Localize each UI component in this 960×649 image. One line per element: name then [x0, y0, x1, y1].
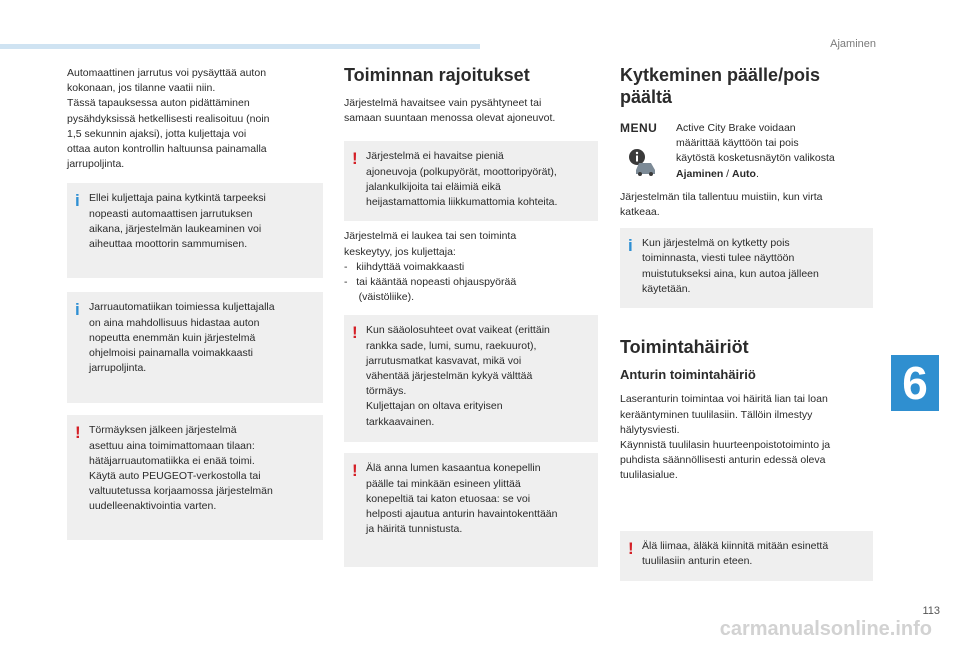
text-line: käytetään. — [642, 282, 691, 295]
column-2 — [344, 64, 598, 567]
text-line: nopeutta enemmän kuin järjestelmä — [89, 331, 256, 344]
column-3 — [620, 64, 873, 581]
section-heading: Toiminnan rajoitukset — [344, 65, 530, 85]
list-item: - kiihdyttää voimakkaasti — [344, 260, 465, 273]
text-line: aikana, järjestelmän laukeaminen voi — [89, 222, 262, 235]
warning-icon: ! — [352, 461, 358, 481]
menu-path-end: . — [755, 167, 759, 180]
menu-label: MENU — [620, 121, 658, 135]
text-line: Järjestelmä ei laukea tai sen toiminta — [344, 230, 517, 243]
menu-path — [676, 167, 835, 182]
text-line: Käytä auto PEUGEOT-verkostolla tai — [89, 470, 261, 483]
text-line: toiminnasta, viesti tulee näyttöön — [642, 252, 795, 265]
paragraph — [620, 392, 873, 483]
text-line: Laseranturin toimintaa voi häiritä lian tai loan — [620, 393, 828, 406]
paragraph — [344, 96, 598, 126]
text-line: Käynnistä tuulilasin huurteenpoistotoiminto ja — [620, 439, 831, 452]
text-line: kerääntyminen tuulilasiin. Tällöin ilmestyy — [620, 408, 813, 421]
list-item: (väistöliike). — [344, 291, 415, 304]
text-line: aiheuttaa moottorin sammumisen. — [89, 238, 248, 251]
text-line: Järjestelmän tila tallentuu muistiin, kun virta — [620, 190, 823, 203]
warning-icon: ! — [352, 149, 358, 169]
text-line: valtuutetussa korjaamossa järjestelmän — [89, 485, 273, 498]
text-line: katkeaa. — [620, 206, 660, 219]
text-line: Kun sääolosuhteet ovat vaikeat (erittäin — [366, 324, 550, 337]
text-line: konepeltiä tai katon etuosaa: se voi — [366, 492, 531, 505]
warning-icon: ! — [75, 423, 81, 443]
list-item: - tai kääntää nopeasti ohjauspyörää — [344, 276, 517, 289]
text-line: ohjelmoisi painamalla voimakkaasti — [89, 347, 253, 360]
text-line: rankka sade, lumi, sumu, raekuurot), — [366, 339, 537, 352]
text-line: Kun järjestelmä on kytketty pois — [642, 237, 790, 250]
text-line: jalankulkijoita tai eläimiä eikä — [366, 180, 501, 193]
text-line: törmäys. — [366, 385, 407, 398]
menu-instruction — [620, 121, 873, 182]
intro-paragraph — [67, 66, 323, 172]
subheading: Anturin toimintahäiriö — [620, 367, 756, 383]
text-line: päälle tai minkään esineen ylittää — [366, 477, 521, 490]
header-bar — [0, 44, 480, 49]
chapter-tab: 6 — [891, 355, 939, 411]
text-line: Automaattinen jarrutus voi pysäyttää auton — [67, 67, 267, 79]
info-icon: i — [75, 191, 80, 211]
menu-path-separator: / — [723, 167, 733, 180]
warning-box — [344, 141, 598, 221]
section-label: Ajaminen — [830, 38, 876, 50]
warning-icon: ! — [352, 323, 358, 343]
text-line: samaan suuntaan menossa olevat ajoneuvot. — [344, 112, 556, 125]
text-line: kokonaan, jos tilanne vaatii niin. — [67, 82, 216, 95]
text-line: tarkkaavainen. — [366, 415, 435, 428]
info-icon: i — [75, 300, 80, 320]
text-line: ottaa auton kontrollin haltuunsa painamalla — [67, 143, 267, 156]
menu-text — [676, 121, 835, 182]
text-line: Ellei kuljettaja paina kytkintä tarpeeksi — [89, 192, 266, 205]
text-line: ja häiritä tunnistusta. — [366, 523, 463, 536]
text-line: jarrupoljinta. — [89, 362, 147, 375]
text-line: Tässä tapauksessa auton pidättäminen — [67, 97, 250, 110]
paragraph — [344, 229, 598, 305]
menu-icons — [620, 121, 666, 182]
text-line: nopeasti automaattisen jarrutuksen — [89, 207, 253, 220]
vehicle-info-icon — [628, 148, 658, 176]
text-line: Älä liimaa, äläkä kiinnitä mitään esinettä — [642, 539, 829, 552]
text-line: Törmäyksen jälkeen järjestelmä — [89, 424, 237, 437]
page-number: 113 — [922, 605, 940, 617]
text-line: helposti ajautua anturin havaintokenttään — [366, 508, 558, 521]
warning-box — [620, 531, 873, 581]
warning-box — [344, 453, 598, 567]
text-line: Kuljettajan on oltava erityisen — [366, 400, 503, 413]
paragraph — [620, 190, 873, 220]
info-box — [67, 292, 323, 403]
text-line: Järjestelmä havaitsee vain pysähtyneet tai — [344, 97, 542, 109]
info-box — [67, 183, 323, 278]
text-line: tuulilasialue. — [620, 469, 678, 482]
text-line: puhdista säännöllisesti anturin edessä oleva — [620, 454, 826, 467]
text-line: Jarruautomatiikan toimiessa kuljettajalla — [89, 301, 275, 314]
warning-box — [344, 315, 598, 442]
text-line: muistutukseksi aina, kun autoa jälleen — [642, 267, 819, 280]
menu-path-item: Ajaminen — [676, 167, 724, 180]
text-line: määrittää käyttöön tai pois — [676, 137, 799, 150]
section-heading: Kytkeminen päälle/pois päältä — [620, 65, 821, 107]
text-line: on aina mahdollisuus hidastaa auton — [89, 316, 260, 329]
text-line: Järjestelmä ei havaitse pieniä — [366, 150, 504, 163]
section-heading: Toimintahäiriöt — [620, 337, 749, 358]
text-line: keskeytyy, jos kuljettaja: — [344, 245, 456, 258]
text-line: käytöstä kosketusnäytön valikosta — [676, 152, 835, 165]
text-line: tuulilasiin anturin eteen. — [642, 554, 753, 567]
warning-box — [67, 415, 323, 540]
text-line: 1,5 sekunnin ajaksi), jotta kuljettaja voi — [67, 127, 247, 140]
text-line: asettuu aina toimimattomaan tilaan: — [89, 439, 255, 452]
text-line: heijastamattomia liikkumattomia kohteita. — [366, 196, 558, 209]
text-line: vähentää järjestelmän kykyä välttää — [366, 370, 533, 383]
watermark: carmanualsonline.info — [719, 618, 932, 640]
info-icon: i — [628, 236, 633, 256]
text-line: jarrupoljinta. — [67, 158, 125, 171]
warning-icon: ! — [628, 538, 634, 558]
text-line: uudelleenaktivointia varten. — [89, 500, 217, 513]
text-line: Älä anna lumen kasaantua konepellin — [366, 462, 541, 475]
text-line: hälytysviesti. — [620, 423, 680, 436]
column-1 — [67, 66, 323, 540]
text-line: pysähdyksissä hetkellisesti realisoituu (noin — [67, 112, 270, 125]
text-line: hätäjarruautomatiikka ei enää toimi. — [89, 454, 255, 467]
menu-path-item: Auto — [732, 167, 756, 180]
info-box — [620, 228, 873, 308]
text-line: Active City Brake voidaan — [676, 122, 796, 134]
text-line: ajoneuvoja (polkupyörät, moottoripyörät), — [366, 165, 557, 178]
text-line: jarrutusmatkat kasvavat, mikä voi — [366, 354, 522, 367]
